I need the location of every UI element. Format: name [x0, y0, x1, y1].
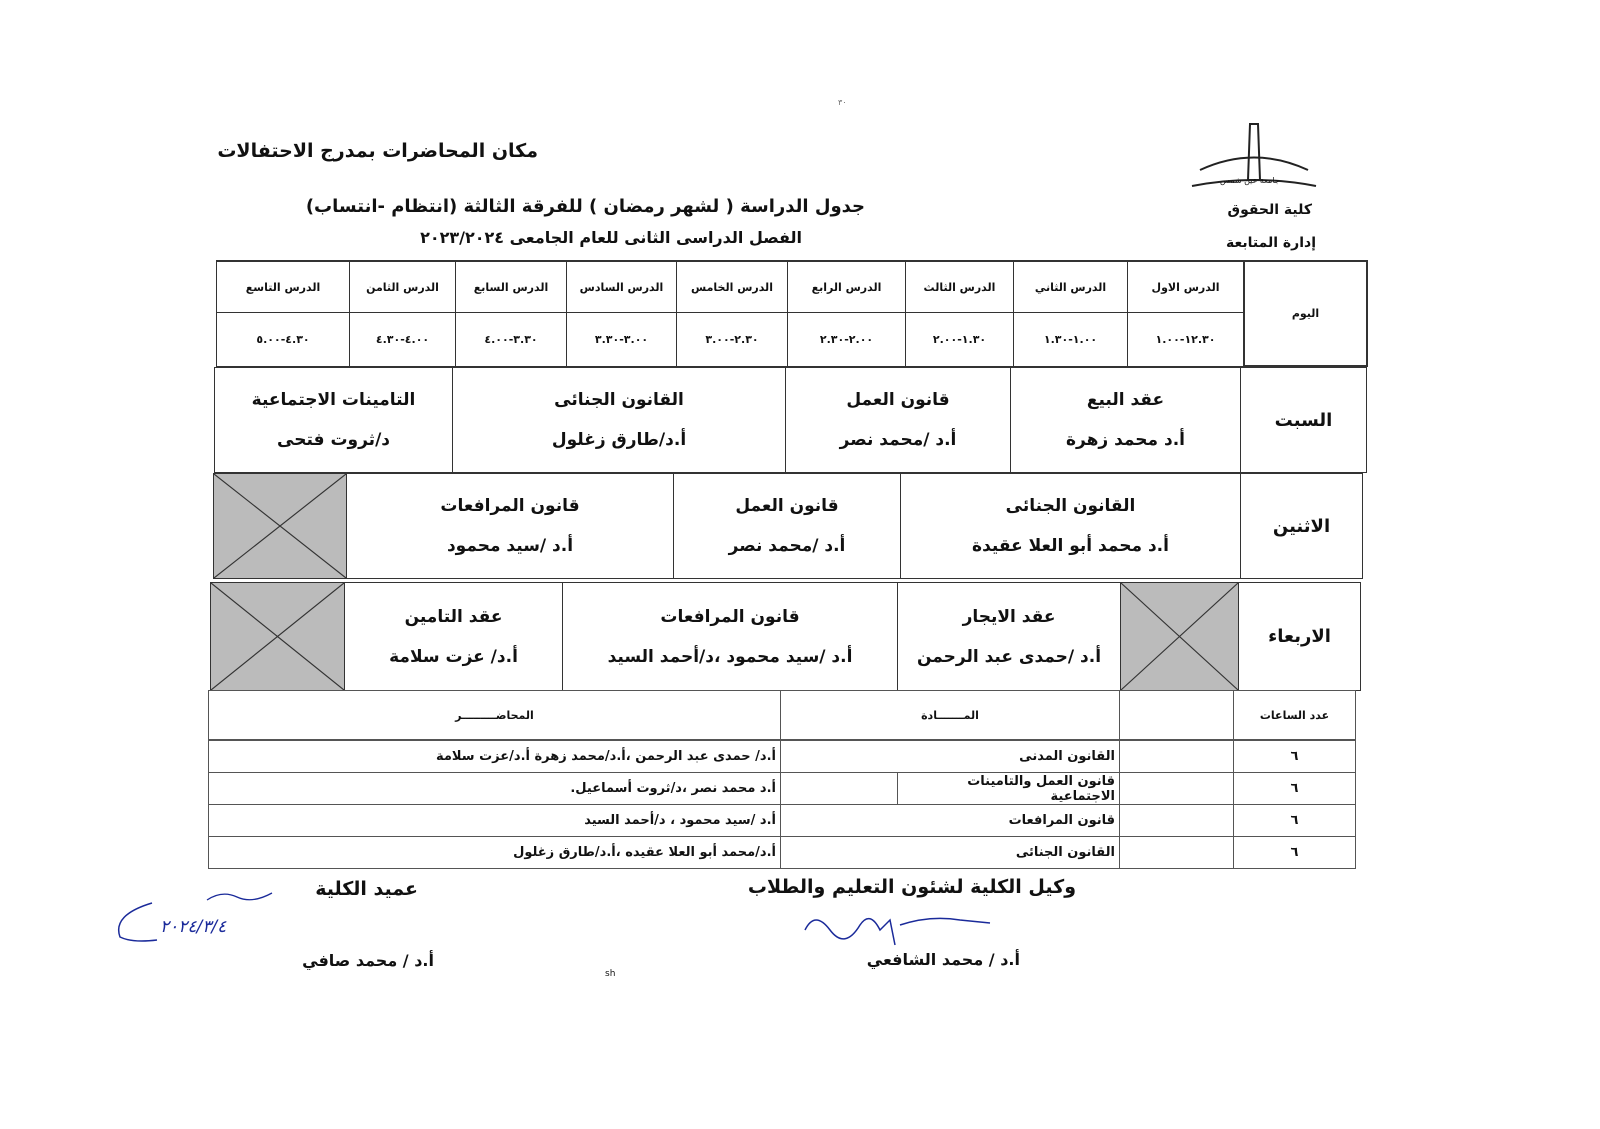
lesson-header: الدرس التاسع: [216, 260, 350, 313]
lesson-header: الدرس الثاني: [1013, 260, 1128, 313]
summary-lecturer: أ.د محمد نصر ،د/ثروت أسماعيل.: [208, 772, 781, 805]
summary-subject: القانون الجنائى: [780, 836, 1120, 869]
title: جدول الدراسة ( لشهر رمضان ) للفرقة الثالثة (انتظام -انتساب): [305, 196, 865, 217]
summary-blank: [1119, 772, 1234, 805]
session-cell: عقد التامين أ.د/ عزت سلامة: [344, 582, 563, 691]
session-cell: قانون المرافعات أ.د /سيد محمود ،د/أحمد السيد: [562, 582, 898, 691]
session-cell: القانون الجنائى أ.د/طارق زغلول: [452, 367, 786, 473]
lesson-time: ٤.٣٠-٥.٠٠: [216, 312, 350, 367]
lesson-header: الدرس الثالث: [905, 260, 1014, 313]
dean-name: أ.د / محمد صافي: [302, 951, 434, 970]
university-logo: [1190, 120, 1318, 192]
lesson-time: ١٢.٣٠-١.٠٠: [1127, 312, 1244, 367]
summary-blank: [1119, 836, 1234, 869]
session-cell: قانون العمل أ.د /محمد نصر: [785, 367, 1011, 473]
logo-text: جامعة عين شمس: [1220, 176, 1280, 185]
footer-mark: sh: [605, 969, 616, 979]
summary-subject: القانون المدنى: [780, 740, 1120, 773]
session-cell: عقد البيع أ.د محمد زهرة: [1010, 367, 1241, 473]
blank-header: [1119, 690, 1234, 740]
summary-lecturer: أ.د/محمد أبو العلا عقيده ،أ.د/طارق زغلول: [208, 836, 781, 869]
summary-lecturer: أ.د /سيد محمود ، د/أحمد السيد: [208, 804, 781, 837]
day-monday: الاثنين: [1240, 473, 1363, 579]
lesson-header: الدرس الرابع: [787, 260, 906, 313]
session-cell: قانون العمل أ.د /محمد نصر: [673, 473, 901, 579]
summary-blank: [1119, 804, 1234, 837]
session-cell: عقد الايجار أ.د /حمدى عبد الرحمن: [897, 582, 1121, 691]
lesson-header: الدرس السابع: [455, 260, 567, 313]
vice-dean-title: وكيل الكلية لشئون التعليم والطلاب: [747, 876, 1076, 898]
lesson-time: ١.٣٠-٢.٠٠: [905, 312, 1014, 367]
lesson-time: ٣.٠٠-٣.٣٠: [566, 312, 677, 367]
vice-dean-name: أ.د / محمد الشافعي: [866, 950, 1020, 969]
day-saturday: السبت: [1240, 367, 1367, 473]
lesson-header: الدرس الخامس: [676, 260, 788, 313]
empty-slot-crossed: [213, 473, 347, 579]
department-name: إدارة المتابعة: [1225, 235, 1316, 251]
lesson-header: الدرس السادس: [566, 260, 677, 313]
summary-hours: ٦: [1233, 772, 1356, 805]
lecturer-header: المحاضـــــــــر: [208, 690, 781, 740]
lesson-time: ٣.٣٠-٤.٠٠: [455, 312, 567, 367]
lesson-header: الدرس الثامن: [349, 260, 456, 313]
lesson-time: ١.٠٠-١.٣٠: [1013, 312, 1128, 367]
empty-slot-crossed: [1120, 582, 1239, 691]
faculty-name: كلية الحقوق: [1227, 202, 1312, 218]
dean-handwritten-signature: [112, 885, 282, 960]
session-cell: القانون الجنائى أ.د محمد أبو العلا عقيدة: [900, 473, 1241, 579]
summary-hours: ٦: [1233, 804, 1356, 837]
session-cell: التامينات الاجتماعية د/ثروت فتحى: [214, 367, 453, 473]
handwritten-date: ٢٠٢٤/٣/٤: [160, 917, 227, 937]
empty-slot-crossed: [210, 582, 345, 691]
lesson-time: ٢.٣٠-٣.٠٠: [676, 312, 788, 367]
summary-lecturer: أ.د/ حمدى عبد الرحمن ،أ.د/محمد زهرة أ.د/عزت سلامة: [208, 740, 781, 773]
session-cell: قانون المرافعات أ.د /سيد محمود: [346, 473, 674, 579]
page-mark: ٣٠: [838, 98, 847, 107]
hours-header: عدد الساعات: [1233, 690, 1356, 740]
vice-dean-signature: [800, 905, 1000, 955]
summary-subject: قانون العمل والتامينات الاجتماعية: [897, 772, 1120, 805]
summary-subject: قانون المرافعات: [780, 804, 1120, 837]
subject-header: المـــــــادة: [780, 690, 1120, 740]
subtitle: الفصل الدراسى الثانى للعام الجامعى ٢٠٢٣/٢٠٢٤: [420, 228, 802, 247]
lesson-header: الدرس الاول: [1127, 260, 1244, 313]
summary-spacer: [780, 772, 898, 805]
day-wednesday: الاربعاء: [1238, 582, 1361, 691]
summary-hours: ٦: [1233, 836, 1356, 869]
dean-title: عميد الكلية: [315, 878, 418, 900]
summary-hours: ٦: [1233, 740, 1356, 773]
lesson-time: ٤.٠٠-٤.٣٠: [349, 312, 456, 367]
location: مكان المحاضرات بمدرج الاحتفالات: [217, 140, 538, 162]
summary-blank: [1119, 740, 1234, 773]
lesson-time: ٢.٠٠-٢.٣٠: [787, 312, 906, 367]
day-column-header: اليوم: [1243, 260, 1368, 367]
